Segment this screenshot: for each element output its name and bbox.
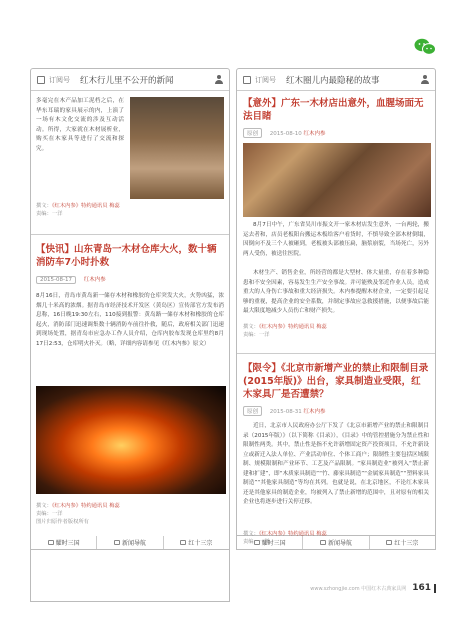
article2-body: 近日，北京市人民政府办公厅下发了《北京市新增产业的禁止和限制目录（2015年版）》（以下简称《目录》），《目录》中的管控措施分为禁止性和限制性两类。其中，禁止性是指不允许新增固定资产投资项目，不允许新设立或新迁入法人单位、产业活动单位、个体工商户；限制性主要包括区域限制、规模限制和产业环节、工艺及产品限制。“家具制造业”被列入“禁止新建和扩建”，即“木质家具制造”“竹、藤家具制造”“金属家具制造”“塑料家具制造”“其他家具制造”等均在其列。也就是说，在北京地区，不论红木家具还是其他家具的制造企业，均被列入了禁止新增的范围中，且对原有的相关企业也将逐步进行关停迁移。 — [243, 423, 429, 505]
menu-icon — [48, 540, 54, 545]
workshop-photo — [130, 97, 224, 199]
article1-body-2: 木材生产、销售企业，所经营的都是大型材、体大量重，存在着多种隐患和不安全因素，容易发生生产安全事故。并可能殃及邻近作业人员，造成重大的人身伤亡事故和重大经济损失。木内参提醒木材企业，一定要引起足够的重视，提高企业的安全系数，并制定事故应急救援措施，以便事故后能最大限度地减少人员伤亡和财产损失。 — [243, 270, 429, 314]
article1-credit-label: 撰文： — [243, 324, 259, 330]
page-footer — [240, 583, 436, 593]
left-footer-menu — [30, 536, 230, 550]
article1-body-1: 8月7日中午，广东省吴川市振文开一家木材店发生意外，一台两轮，搬运去者和，店员老板阳台搬运木板给客户看货时，不慎导致全部木材倒塌，因倒向不及三个人被砸到，老板被头部被压扁，脑浆崩裂，当场死亡，另外两人受伤，被送往医院。 — [243, 222, 429, 257]
page-marker — [434, 584, 436, 593]
left-header — [31, 69, 229, 91]
article-body-fire: 8月16日，青岛市黄岛新一储存木材和橡胶的仓库突发大火，火势凶猛，浓烟几十米高的浓烟。据青岛市经济技术开发区（黄岛区）宣传部官方发布消息称，16日晚19:30左右，110接到报警：黄岛路一储存木材和橡胶的仓库起火，消防部门迅速调集数十辆消防车前往扑救，随后，政府相关部门迅速到现场处置，据青岛市应急办工作人员介绍，仓库内胶布发现仓库里约8月17日2:53，仓库明火扑灭。（略，详细内容请参见《红木内参》原文） — [36, 293, 224, 347]
article1-editor: 责编：一洋 — [243, 332, 270, 338]
article2-credit-label: 撰文： — [243, 531, 259, 537]
article2-credit-source: 《红木内参》特约通讯员 梅蕊 — [258, 531, 327, 537]
article1-credit-source: 《红木内参》特约通讯员 梅蕊 — [258, 324, 327, 330]
continued-editor: 责编：一洋 — [36, 211, 63, 217]
editor: 责编：一洋 — [36, 511, 63, 517]
article2-editor: 责编：一洋 — [243, 539, 270, 545]
menu-icon — [254, 540, 260, 545]
article1-source[interactable]: 红木内参 — [303, 131, 326, 137]
subscription-label: 订阅号 — [49, 75, 70, 84]
article1-tag: 原创 — [243, 128, 262, 138]
menu-item-2[interactable]: 新闻导航 — [97, 536, 163, 549]
continued-credit-label: 撰文： — [36, 203, 52, 209]
copyright-note: 图片归原作者版权所有 — [36, 519, 89, 525]
back-icon[interactable] — [243, 76, 251, 84]
left-phone-panel — [30, 68, 230, 602]
article-source[interactable]: 红木内参 — [83, 277, 106, 283]
continued-text: 多毫完在木产品加工泥档之后，在华东耳瑞的家具展示的内，上演了一场有木文化交流的涉及互动活动。所得，大家就在木材展析业，购买在木家具等进行了交流和探究。 — [36, 98, 124, 152]
article2-tag: 原创 — [243, 406, 262, 416]
menu-item-2[interactable]: 新闻导航 — [303, 536, 369, 549]
menu-item-3[interactable]: 红十三宗 — [370, 536, 435, 549]
menu-icon — [320, 540, 326, 545]
menu-item-3[interactable]: 红十三宗 — [164, 536, 229, 549]
menu-icon — [180, 540, 186, 545]
subscription-label: 订阅号 — [255, 75, 276, 84]
user-icon[interactable] — [215, 75, 223, 84]
article2-source[interactable]: 红木内参 — [303, 409, 326, 415]
user-icon[interactable] — [421, 75, 429, 84]
article-title-fire[interactable]: 【快讯】山东青岛一木材仓库大火，数十辆消防车7小时扑救 — [36, 244, 217, 268]
wechat-logo-icon — [414, 38, 436, 56]
back-icon[interactable] — [37, 76, 45, 84]
fire-photo — [36, 386, 226, 494]
menu-icon — [386, 540, 392, 545]
timber-photo — [243, 143, 431, 217]
article-date: 2015-08-17 — [36, 276, 76, 284]
left-header-title: 红木行儿里不公开的新闻 — [80, 75, 174, 86]
article2-title[interactable]: 【限令】《北京市新增产业的禁止和限制目录(2015年版)》出台，家具制造业受限，红木家具厂是否遭禁？ — [243, 363, 429, 400]
continued-credit-source: 《红木内参》特约通讯员 梅蕊 — [51, 203, 120, 209]
credit-label: 撰文： — [36, 503, 52, 509]
article1-title[interactable]: 【意外】广东一木材店出意外，血腥场面无法目睹 — [243, 98, 424, 122]
menu-item-1[interactable]: 耀时三国 — [237, 536, 303, 549]
footer-site: www.szhongjie.com 中国红木古典家具网 — [310, 585, 407, 592]
menu-icon — [114, 540, 120, 545]
article2-date: 2015-08-31 — [269, 409, 302, 415]
right-header — [237, 69, 435, 91]
page-number: 161 — [412, 583, 431, 593]
right-header-title: 红木圈儿内最隐秘的故事 — [286, 75, 380, 86]
credit-source: 《红木内参》特约通讯员 梅蕊 — [51, 503, 120, 509]
menu-item-1[interactable]: 耀时三国 — [31, 536, 97, 549]
article1-date: 2015-08-10 — [269, 131, 302, 137]
right-footer-menu — [236, 536, 436, 550]
